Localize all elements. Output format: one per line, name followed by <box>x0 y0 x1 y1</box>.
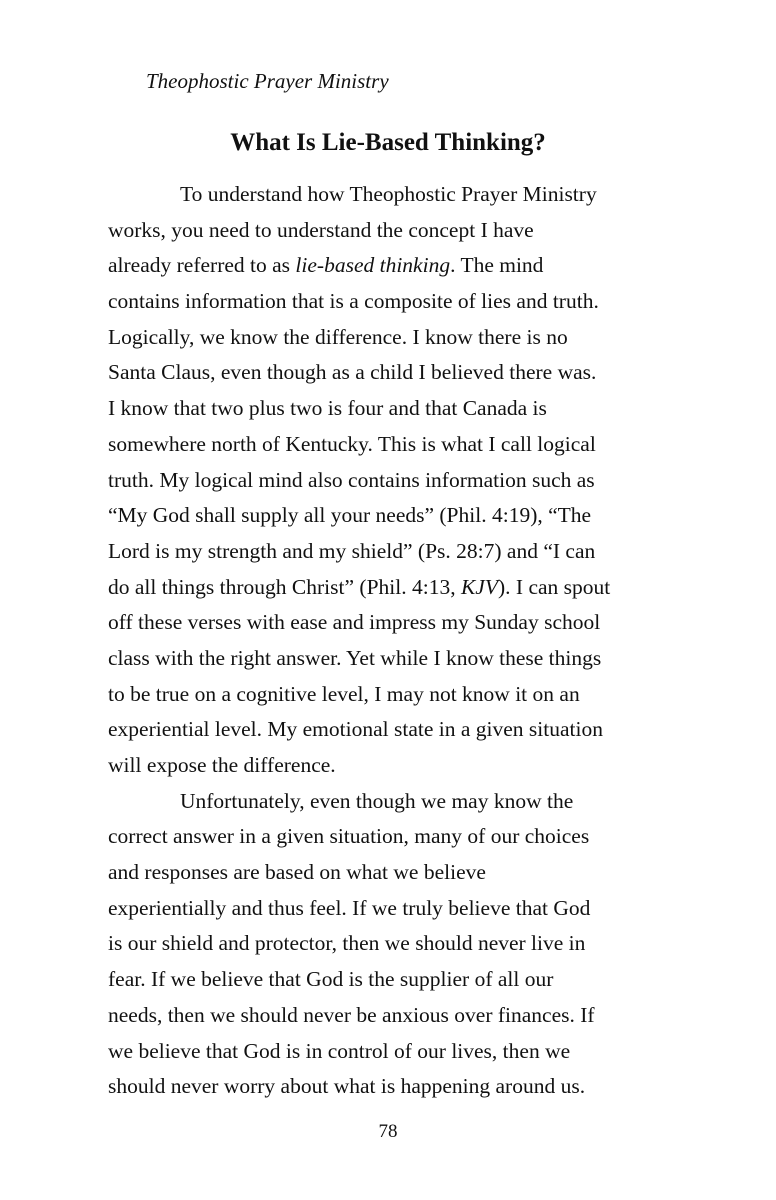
text-segment: Logically, we know the difference. I know there is no <box>108 324 568 349</box>
text-segment: is our shield and protector, then we should never live in <box>108 931 586 956</box>
paragraph-line <box>108 355 698 391</box>
body-text <box>108 177 698 1105</box>
text-segment: do all things through Christ” (Phil. 4:13, <box>108 574 461 599</box>
text-segment: To understand how Theophostic Prayer Ministry <box>180 182 597 206</box>
paragraph-first-line <box>108 177 698 213</box>
paragraph-line <box>108 855 698 891</box>
paragraph-line <box>108 534 698 570</box>
text-segment: works, you need to understand the concept I have <box>108 217 534 242</box>
paragraph-line <box>108 1069 698 1105</box>
italic-text: lie-based thinking <box>295 253 451 278</box>
paragraph-line <box>108 570 698 606</box>
paragraph-line <box>108 712 698 748</box>
text-segment: will expose the difference. <box>108 753 336 777</box>
text-segment: to be true on a cognitive level, I may not know it on an <box>108 681 580 706</box>
paragraph-line <box>108 284 698 320</box>
paragraph-line <box>108 748 698 784</box>
page-number: 78 <box>378 1121 398 1142</box>
italic-text: KJV <box>460 574 498 599</box>
paragraph-line <box>108 463 698 499</box>
paragraph-line <box>108 677 698 713</box>
text-segment: we believe that God is in control of our lives, then we <box>108 1038 571 1063</box>
paragraph-line <box>108 998 698 1034</box>
paragraph-line <box>108 962 698 998</box>
paragraph-line <box>108 391 698 427</box>
paragraph-line <box>108 320 698 356</box>
text-segment: contains information that is a composite of lies and truth. <box>108 289 599 314</box>
paragraph-line <box>108 248 698 284</box>
text-segment: ). I can spout <box>498 574 611 599</box>
text-segment: needs, then we should never be anxious over finances. If <box>108 1002 595 1027</box>
text-segment: experientially and thus feel. If we truly believe that God <box>108 895 591 920</box>
paragraph-line <box>108 427 698 463</box>
text-segment: “My God shall supply all your needs” (Phil. 4:19), “The <box>108 503 592 528</box>
text-segment: experiential level. My emotional state in a given situation <box>108 717 603 742</box>
paragraph-line <box>108 1034 698 1070</box>
paragraph-line <box>108 891 698 927</box>
text-segment: I know that two plus two is four and that Canada is <box>108 396 547 421</box>
paragraph-line <box>108 498 698 534</box>
paragraph-first-line <box>108 784 698 820</box>
paragraph-line <box>108 926 698 962</box>
text-segment: somewhere north of Kentucky. This is what I call logical <box>108 431 596 456</box>
text-segment: already referred to as <box>108 253 296 278</box>
text-segment: fear. If we believe that God is the supplier of all our <box>108 967 554 992</box>
text-segment: Santa Claus, even though as a child I believed there was. <box>108 360 597 385</box>
text-segment: and responses are based on what we believe <box>108 860 486 885</box>
running-head: Theophostic Prayer Ministry <box>146 69 389 93</box>
paragraph-line <box>108 213 698 249</box>
text-segment: class with the right answer. Yet while I know these things <box>108 645 602 670</box>
text-segment: off these verses with ease and impress my Sunday school <box>108 610 601 635</box>
text-segment: . The mind <box>450 253 544 278</box>
text-segment: correct answer in a given situation, many of our choices <box>108 824 590 849</box>
paragraph-line <box>108 641 698 677</box>
paragraph-line <box>108 605 698 641</box>
text-segment: should never worry about what is happening around us. <box>108 1074 586 1099</box>
text-segment: Lord is my strength and my shield” (Ps. 28:7) and “I can <box>108 538 596 563</box>
text-segment: Unfortunately, even though we may know the <box>180 788 574 813</box>
paragraph-line <box>108 819 698 855</box>
chapter-title: What Is Lie-Based Thinking? <box>230 129 546 156</box>
text-segment: truth. My logical mind also contains information such as <box>108 467 595 492</box>
